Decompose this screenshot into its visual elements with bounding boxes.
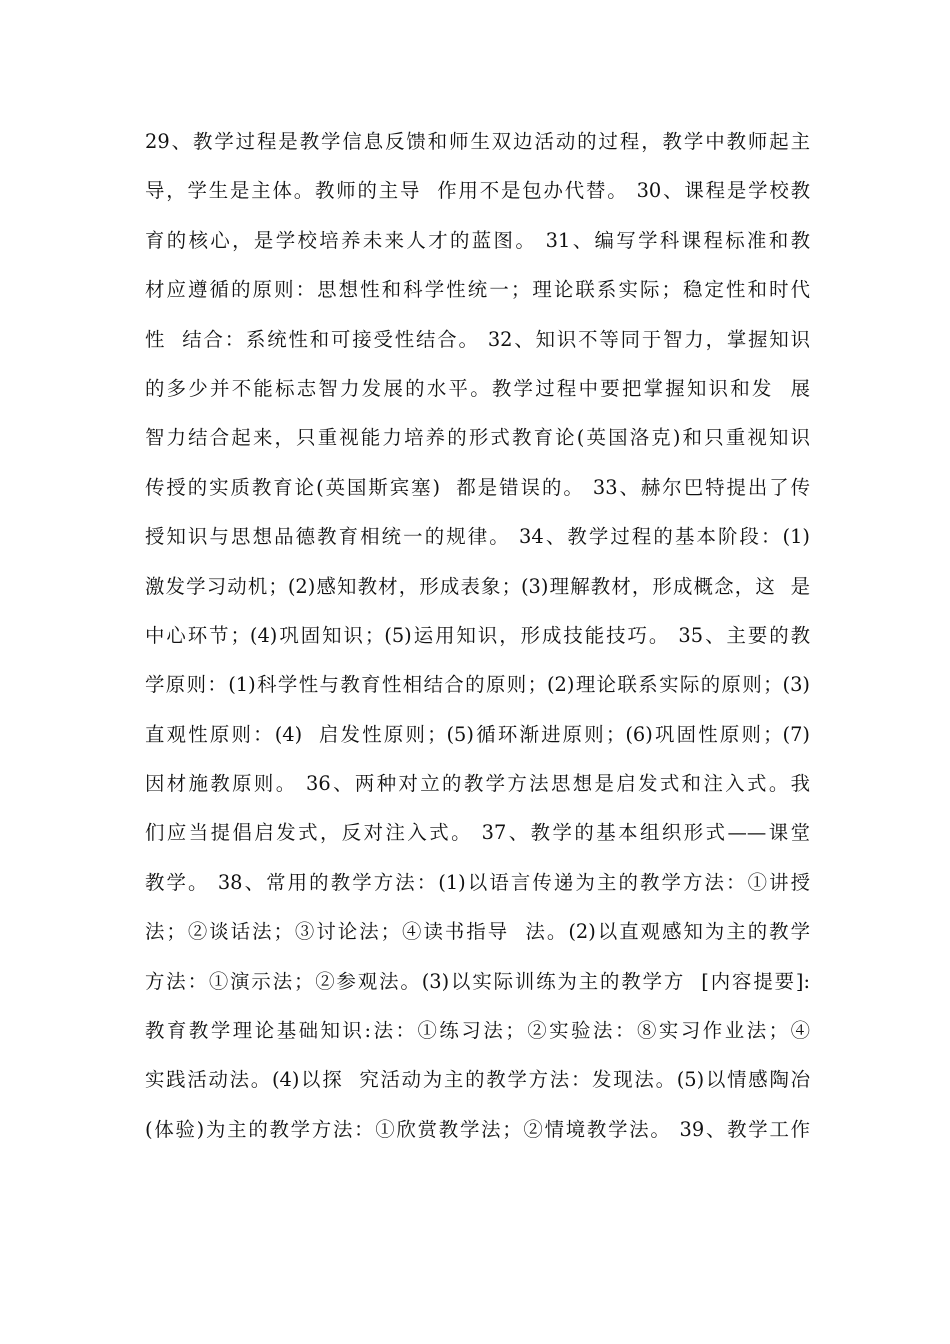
text-line: 育的核心，是学校培养未来人才的蓝图。 31、编写学科课程标准和教 (145, 228, 810, 252)
text-line: 的多少并不能标志智力发展的水平。教学过程中要把掌握知识和发 展 (145, 376, 810, 400)
text-line: 性 结合：系统性和可接受性结合。 32、知识不等同于智力，掌握知识 (145, 327, 810, 351)
text-line: 授知识与思想品德教育相统一的规律。 34、教学过程的基本阶段：(1) (145, 525, 810, 549)
text-line: 们应当提倡启发式，反对注入式。 37、教学的基本组织形式——课堂 (145, 821, 810, 845)
text-line: 导，学生是主体。教师的主导 作用不是包办代替。 30、课程是学校教 (145, 179, 810, 203)
text-line: (体验)为主的教学方法：①欣赏教学法；②情境教学法。 39、教学工作 (145, 1117, 810, 1141)
text-line: 传授的实质教育论(英国斯宾塞) 都是错误的。 33、赫尔巴特提出了传 (145, 475, 810, 499)
text-line: 教学。 38、常用的教学方法：(1)以语言传递为主的教学方法：①讲授 (145, 870, 810, 894)
text-line: 29、教学过程是教学信息反馈和师生双边活动的过程，教学中教师起主 (145, 130, 810, 153)
text-line: 直观性原则：(4) 启发性原则；(5)循环渐进原则；(6)巩固性原则；(7) (145, 722, 810, 746)
text-line: 中心环节；(4)巩固知识；(5)运用知识，形成技能技巧。 35、主要的教 (145, 623, 810, 647)
text-line: 因材施教原则。 36、两种对立的教学方法思想是启发式和注入式。我 (145, 772, 810, 796)
text-line: 材应遵循的原则：思想性和科学性统一；理论联系实际；稳定性和时代 (145, 278, 810, 302)
text-line: 学原则：(1)科学性与教育性相结合的原则；(2)理论联系实际的原则；(3) (145, 673, 810, 697)
text-line: 法；②谈话法；③讨论法；④读书指导 法。(2)以直观感知为主的教学 (145, 920, 810, 944)
text-line: 实践活动法。(4)以探 究活动为主的教学方法：发现法。(5)以情感陶冶 (145, 1068, 810, 1092)
body-text (145, 117, 810, 1154)
text-line: 教育教学理论基础知识:法：①练习法；②实验法：⑧实习作业法；④ (145, 1019, 810, 1043)
text-line: 方法：①演示法；②参观法。(3)以实际训练为主的教学方 [内容提要]: (145, 969, 810, 993)
text-line: 激发学习动机；(2)感知教材，形成表象；(3)理解教材，形成概念，这 是 (145, 574, 810, 598)
text-line: 智力结合起来，只重视能力培养的形式教育论(英国洛克)和只重视知识 (145, 426, 810, 450)
